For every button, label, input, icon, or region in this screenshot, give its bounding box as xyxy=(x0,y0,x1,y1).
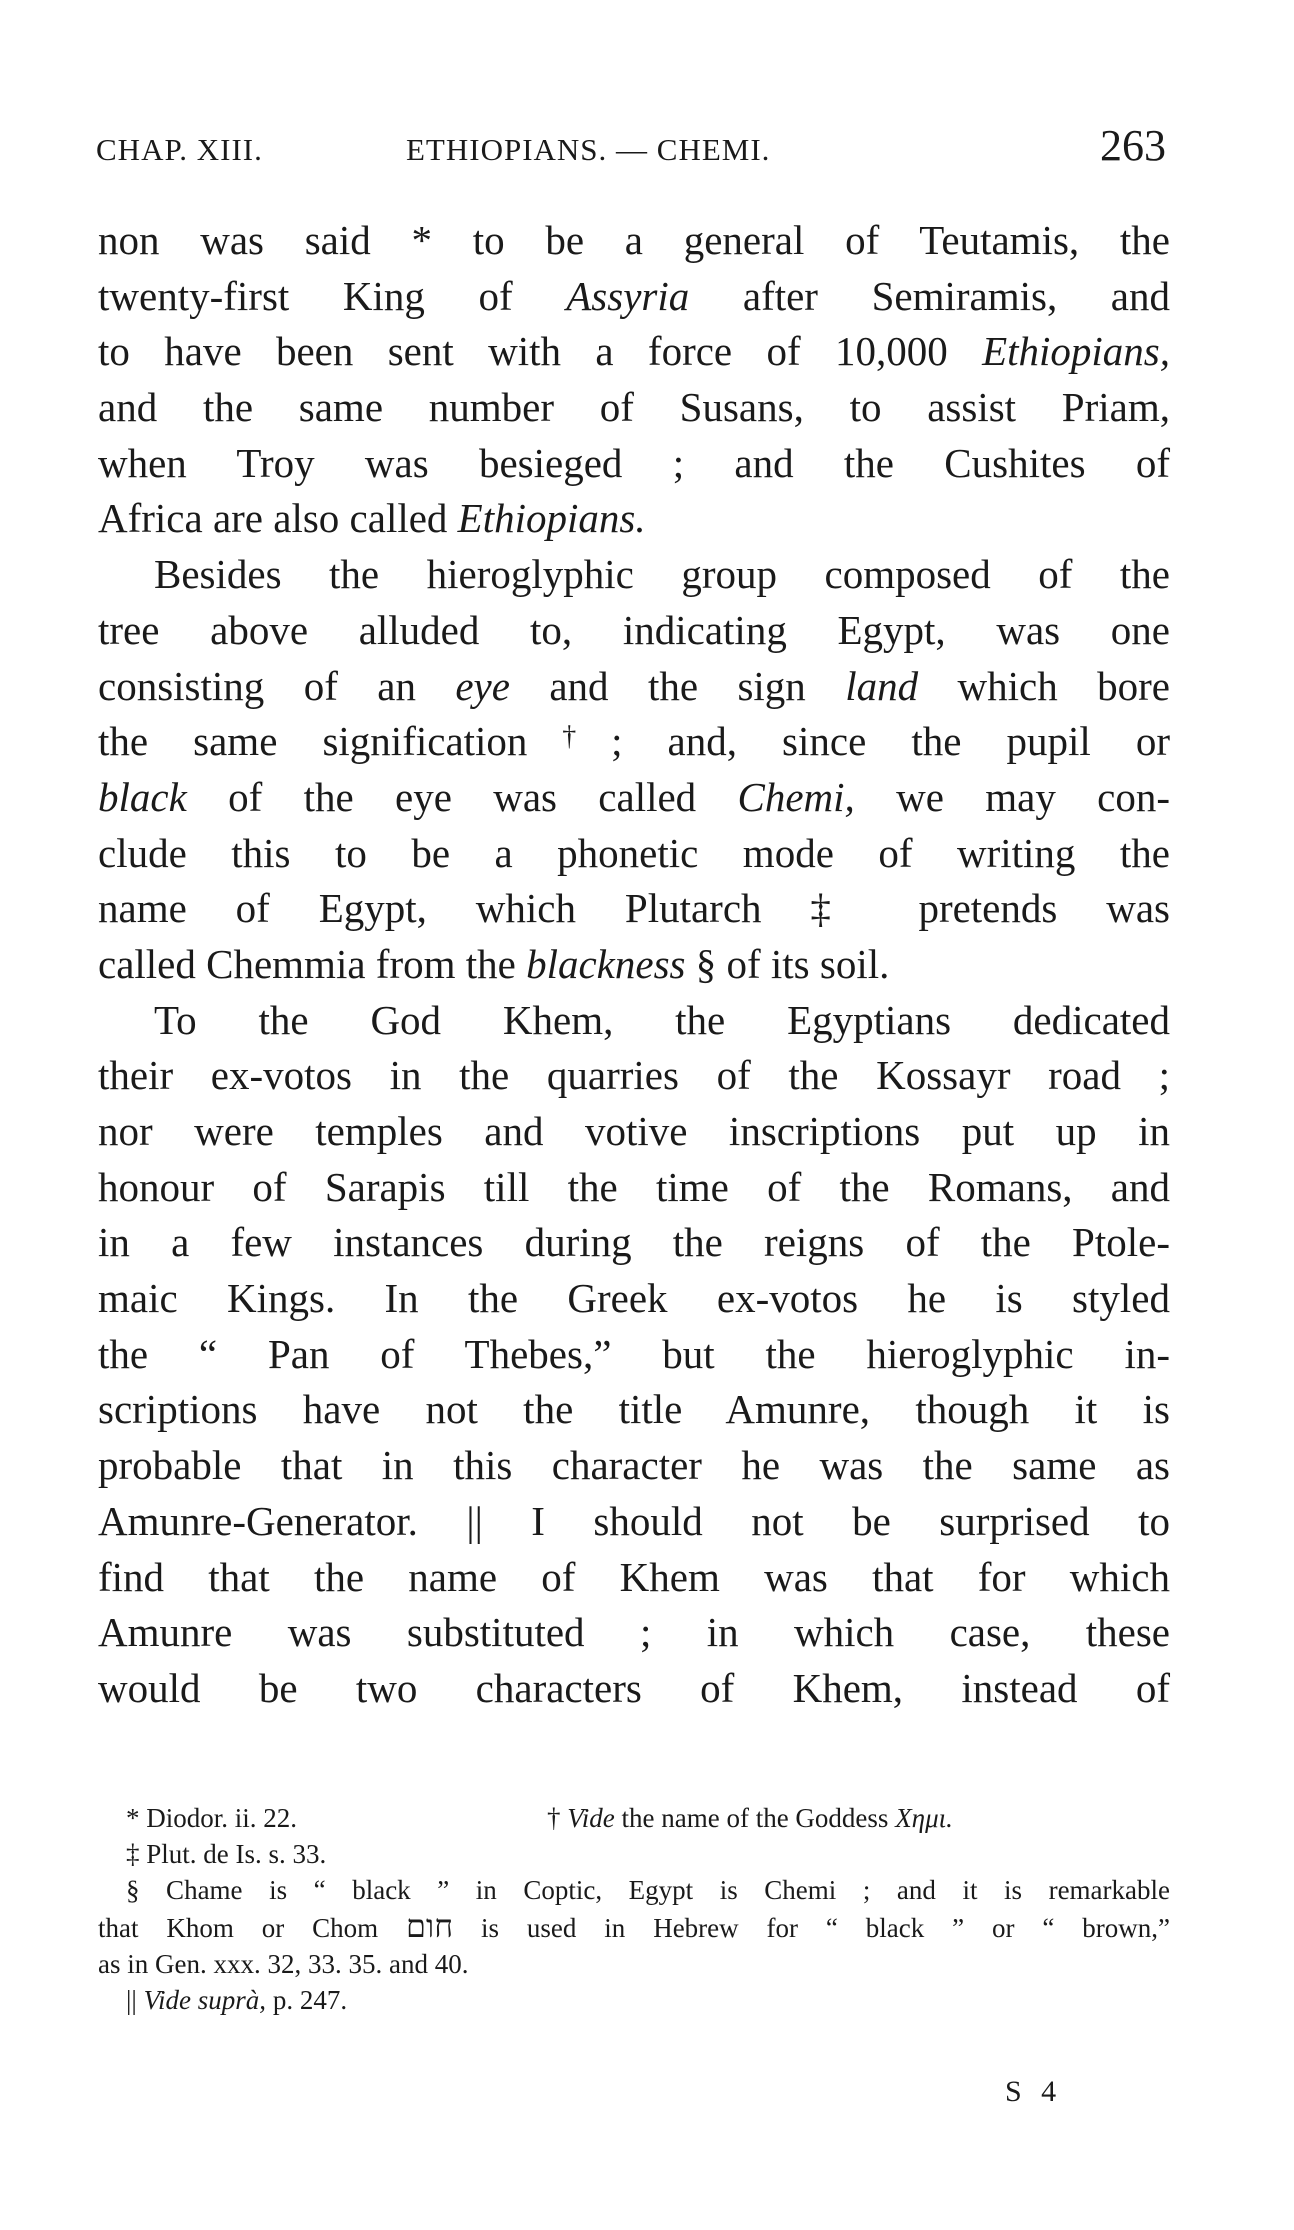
footnote-ref: † xyxy=(527,721,612,753)
text-line: probable that in this character he was the same as xyxy=(98,1442,1170,1489)
text-line: and the same number of Susans, to assist Priam, xyxy=(98,384,1170,431)
text-line: called Chemmia from the blackness § of its soil. xyxy=(98,940,890,987)
footnote: * Diodor. ii. 22. † Vide the name of the Goddess Χημι. xyxy=(126,1803,953,1833)
footnote: ‡ Plut. de Is. s. 33. xyxy=(126,1839,327,1869)
text-line: in a few instances during the reigns of the Ptole- xyxy=(98,1219,1170,1266)
footnote: § Chame is “ black ” in Coptic, Egypt is Chemi ; and it is remarkable xyxy=(126,1875,1170,1905)
running-header xyxy=(96,120,1166,180)
page-number: 263 xyxy=(1100,121,1166,170)
text-line: maic Kings. In the Greek ex-votos he is styled xyxy=(98,1275,1170,1322)
text-line: black of the eye was called Chemi, we may con- xyxy=(98,773,1171,820)
text-line: twenty-first King of Assyria after Semiramis, and xyxy=(98,272,1170,319)
hebrew-word: חום xyxy=(406,1907,454,1945)
text-line: Amunre-Generator. || I should not be surprised to xyxy=(98,1497,1170,1544)
footnote: that Khom or Chom חום is used in Hebrew for “ black ” or “ brown,” xyxy=(98,1907,1170,1945)
text-line: To the God Khem, the Egyptians dedicated xyxy=(154,996,1170,1043)
chapter-label: CHAP. XIII. xyxy=(96,132,263,167)
text-line: to have been sent with a force of 10,000 Ethiopians, xyxy=(98,328,1170,375)
main-text xyxy=(98,213,1170,1717)
text-line: Amunre was substituted ; in which case, these xyxy=(98,1609,1170,1656)
text-line: consisting of an eye and the sign land which bore xyxy=(98,662,1170,709)
text-line: find that the name of Khem was that for which xyxy=(98,1553,1170,1600)
text-line: the same signification†; and, since the pupil or xyxy=(98,718,1171,765)
signature-mark: S 4 xyxy=(1005,2075,1063,2108)
text-line: tree above alluded to, indicating Egypt, was one xyxy=(98,606,1170,653)
text-line: would be two characters of Khem, instead of xyxy=(98,1664,1170,1711)
footnote: || Vide suprà, p. 247. xyxy=(126,1985,348,2015)
text-line: Besides the hieroglyphic group composed of the xyxy=(154,551,1170,598)
footnote: as in Gen. xxx. 32, 33. 35. and 40. xyxy=(98,1949,469,1979)
text-line: the “ Pan of Thebes,” but the hieroglyphic in- xyxy=(98,1330,1170,1377)
text-line: scriptions have not the title Amunre, though it is xyxy=(98,1386,1170,1433)
text-line: when Troy was besieged ; and the Cushites of xyxy=(98,439,1170,486)
text-line: clude this to be a phonetic mode of writing the xyxy=(98,829,1170,876)
text-line: honour of Sarapis till the time of the Romans, and xyxy=(98,1163,1170,1210)
text-line: name of Egypt, which Plutarch ‡ pretends was xyxy=(98,885,1170,932)
text-line: nor were temples and votive inscriptions put up in xyxy=(98,1108,1170,1154)
text-line: non was said * to be a general of Teutamis, the xyxy=(98,217,1170,263)
text-line: their ex-votos in the quarries of the Kossayr road ; xyxy=(98,1052,1170,1099)
running-title: ETHIOPIANS. — CHEMI. xyxy=(406,132,771,167)
footnotes xyxy=(98,1800,1170,2018)
text-line: Africa are also called Ethiopians. xyxy=(98,495,646,542)
